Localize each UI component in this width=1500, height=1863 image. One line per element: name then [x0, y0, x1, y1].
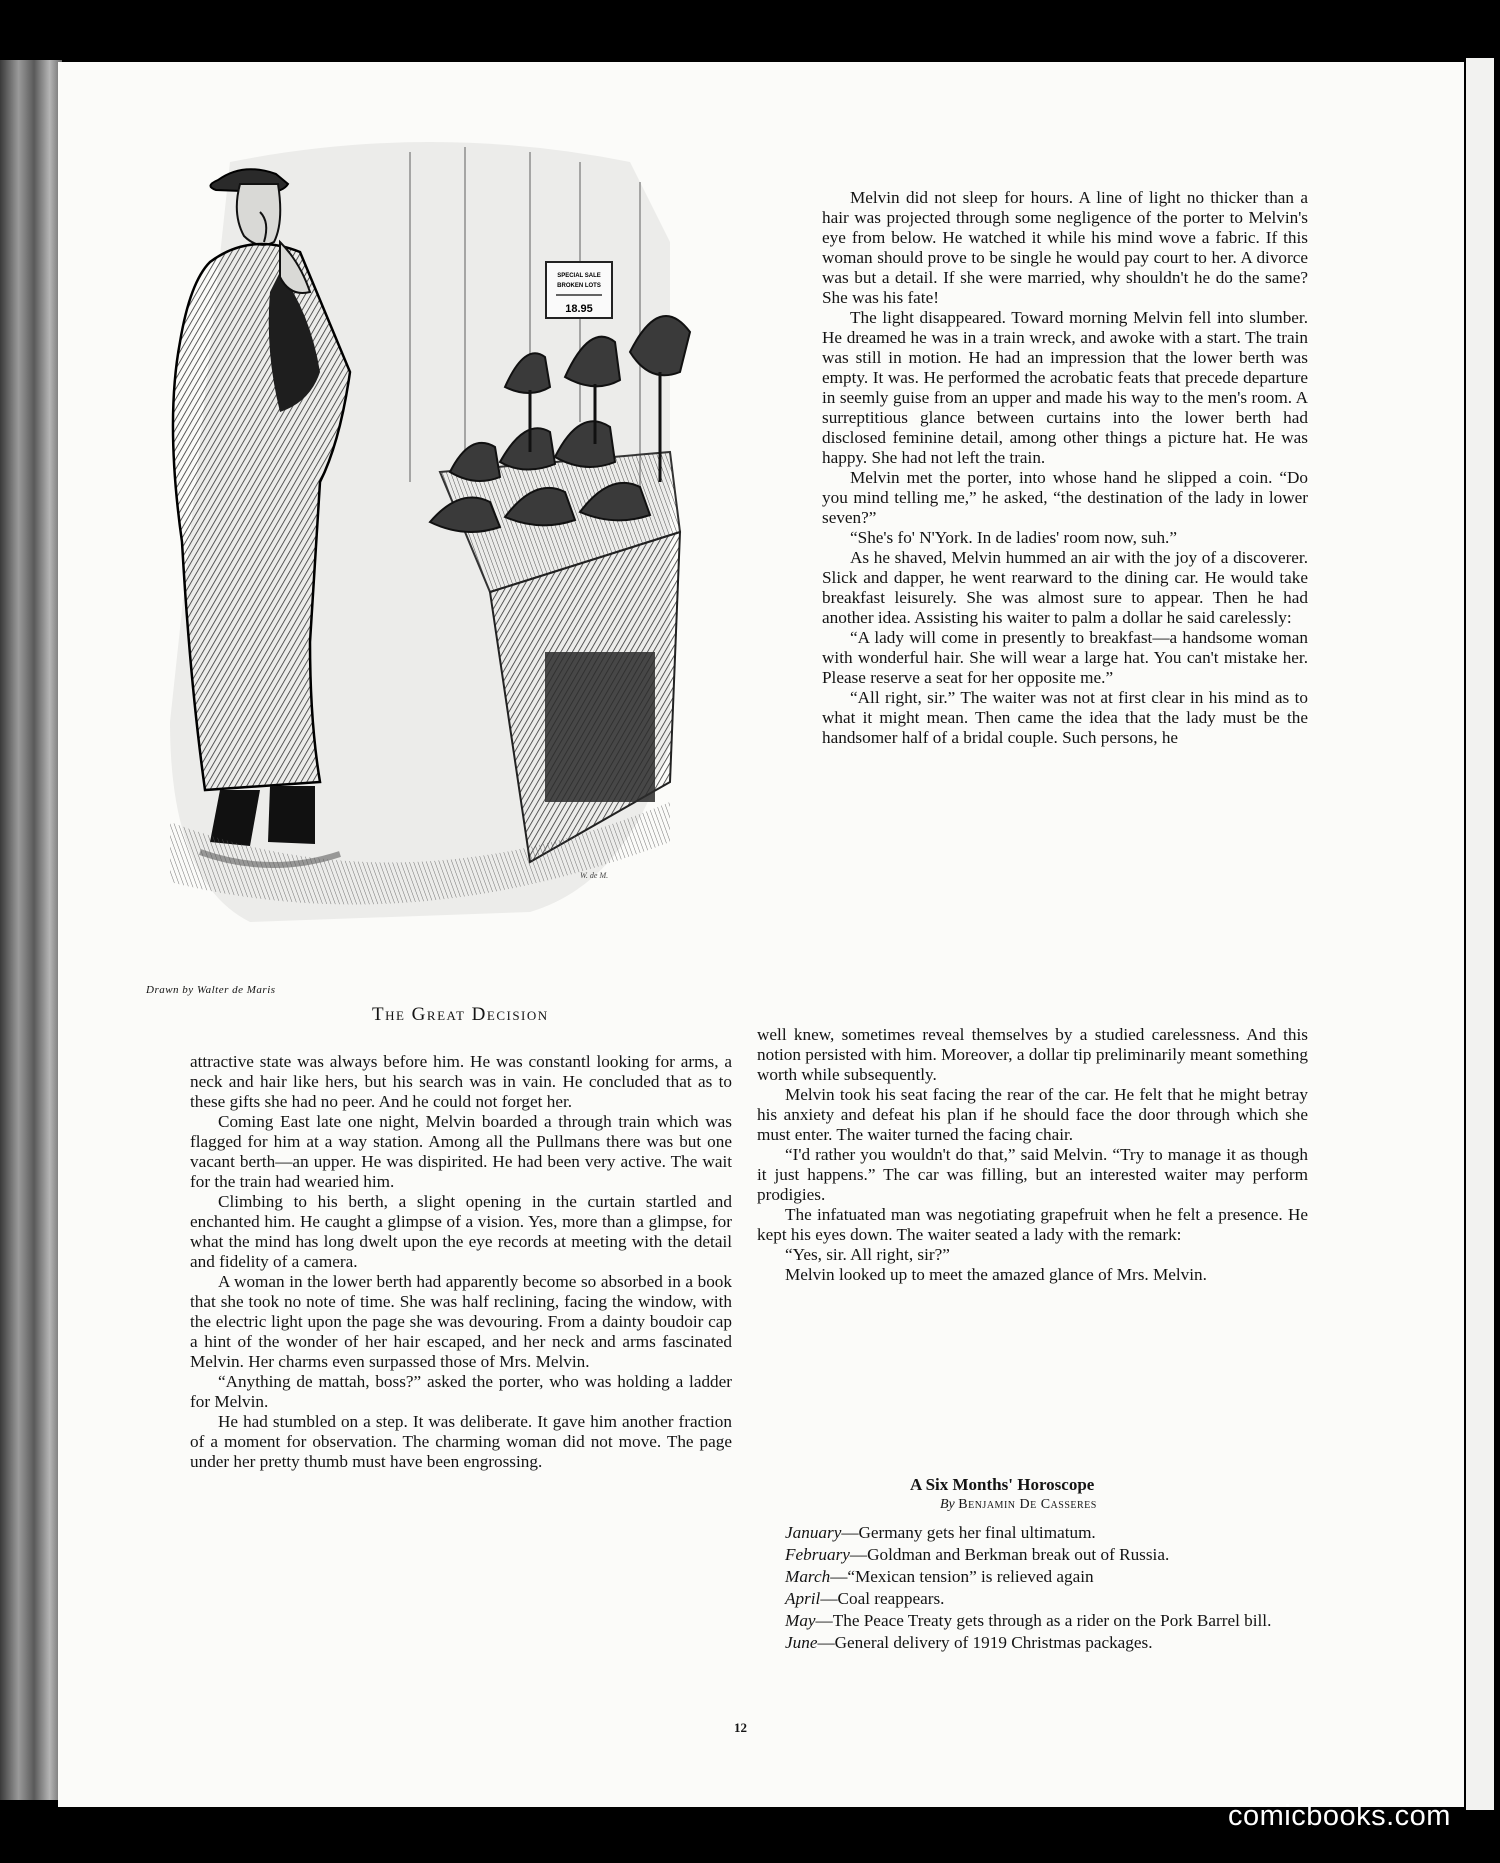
paragraph: He had stumbled on a step. It was deliberate. It gave him another fraction of a moment for observation. The charming woman did not move. The page under her pretty thumb must have been engrossing. — [190, 1412, 732, 1471]
paragraph: The infatuated man was negotiating grapefruit when he felt a presence. He kept his eyes down. The waiter seated a lady with the remark: — [757, 1205, 1308, 1244]
next-page-edge — [1466, 58, 1494, 1810]
horoscope-entry — [757, 1522, 1308, 1544]
page-number: 12 — [734, 1720, 747, 1735]
paragraph: attractive state was always before him. He was constantl looking for arms, a neck and hair like hers, but his search was in vain. He concluded that as to these gifts she had no peer. And he could not forget her. — [190, 1052, 732, 1111]
horoscope-text: —The Peace Treaty gets through as a rider on the Pork Barrel bill. — [815, 1611, 1272, 1630]
horoscope-entry — [757, 1588, 1308, 1610]
horoscope-entry — [757, 1632, 1308, 1654]
horoscope-text: —“Mexican tension” is relieved again — [830, 1567, 1094, 1586]
paragraph: Melvin met the porter, into whose hand he slipped a coin. “Do you mind telling me,” he asked, “the destination of the lady in lower seven?” — [822, 468, 1308, 527]
paragraph: Melvin looked up to meet the amazed glance of Mrs. Melvin. — [785, 1265, 1207, 1284]
paragraph: “Anything de mattah, boss?” asked the porter, who was holding a ladder for Melvin. — [190, 1372, 732, 1411]
horoscope-entry — [757, 1566, 1308, 1588]
watermark: comicbooks.com — [1228, 1800, 1451, 1832]
paragraph: Melvin did not sleep for hours. A line of light no thicker than a hair was projected through some negligence of the porter to Melvin's eye from below. He watched it while his mind wove a fabric. If this woman should prove to be single he would pay court to her. A divorce was but a detail. If she were married, why shouldn't he do the same? She was his fate! — [822, 188, 1308, 307]
horoscope-text: —Coal reappears. — [820, 1589, 945, 1608]
horoscope-title: A Six Months' Horoscope — [910, 1475, 1095, 1494]
horoscope-month: January — [785, 1523, 842, 1542]
horoscope-entry — [757, 1610, 1308, 1632]
paragraph: Melvin took his seat facing the rear of the car. He felt that he might betray his anxiety and defeat his plan if he should face the door through which she must enter. The waiter turned the facing chair. — [757, 1085, 1308, 1144]
paragraph: “All right, sir.” The waiter was not at first clear in his mind as to what it might mean. Then came the idea that the lady must be the handsomer half of a bridal couple. Such persons, he — [822, 688, 1308, 747]
horoscope-text: —General delivery of 1919 Christmas packages. — [817, 1633, 1153, 1652]
paragraph: As he shaved, Melvin hummed an air with the joy of a discoverer. Slick and dapper, he went rearward to the dining car. He would take breakfast leisurely. She was almost sure to appear. Then he had another idea. Assisting his waiter to palm a dollar he said carelessly: — [822, 548, 1308, 627]
right-column-bottom — [757, 1025, 1308, 1285]
svg-text:W. de M.: W. de M. — [580, 871, 609, 880]
horoscope-month: April — [785, 1589, 821, 1608]
paragraph: well knew, sometimes reveal themselves by a studied carelessness. And this notion persisted with him. Moreover, a dollar tip preliminarily meant something worth while subsequently. — [757, 1025, 1308, 1084]
book-binding — [0, 60, 62, 1800]
byline-by: By — [940, 1497, 955, 1512]
paragraph: “She's fo' N'York. In de ladies' room now, suh.” — [850, 528, 1177, 547]
byline-author: Benjamin De Casseres — [958, 1497, 1097, 1512]
horoscope-month: March — [785, 1567, 831, 1586]
horoscope-month: June — [785, 1633, 818, 1652]
right-column-top — [822, 188, 1308, 748]
paragraph: Coming East late one night, Melvin boarded a through train which was flagged for him at a way station. Among all the Pullmans there was but one vacant berth—an upper. He was dispirited. He had been very active. The wait for the train had wearied him. — [190, 1112, 732, 1191]
paragraph: “I'd rather you wouldn't do that,” said Melvin. “Try to manage it as though it just happens.” The car was filling, but an interested waiter may perform prodigies. — [757, 1145, 1308, 1204]
sign-line1: SPECIAL SALE — [557, 273, 601, 279]
illustration-drawing — [110, 122, 792, 960]
horoscope-text: —Goldman and Berkman break out of Russia. — [849, 1545, 1170, 1564]
paragraph: “A lady will come in presently to breakfast—a handsome woman with wonderful hair. She will wear a large hat. You can't mistake her. Please reserve a seat for her opposite me.” — [822, 628, 1308, 687]
illustration-credit: Drawn by Walter de Maris — [146, 984, 276, 996]
horoscope-text: —Germany gets her final ultimatum. — [841, 1523, 1096, 1542]
horoscope-list — [757, 1522, 1308, 1654]
horoscope-byline — [940, 1497, 1097, 1513]
paragraph: A woman in the lower berth had apparently become so absorbed in a book that she took no note of time. She was half reclining, facing the window, with the electric light upon the page she was devouring. From a dainty boudoir cap a hint of the wonder of her hair escaped, and her neck and arms fascinated Melvin. Her charms even surpassed those of Mrs. Melvin. — [190, 1272, 732, 1371]
paragraph: “Yes, sir. All right, sir?” — [785, 1245, 950, 1264]
illustration-great-decision — [110, 122, 792, 960]
sign-line2: BROKEN LOTS — [557, 283, 601, 289]
sign-price: 18.95 — [565, 303, 593, 315]
paragraph: The light disappeared. Toward morning Melvin fell into slumber. He dreamed he was in a train wreck, and awoke with a start. The train was still in motion. He had an impression that the lower berth was empty. It was. He performed the acrobatic feats that precede departure in seemly guise from an upper and made his way to the men's room. A surreptitious glance between curtains into the lower berth had disclosed feminine detail, among other things a picture hat. He was happy. She had not left the train. — [822, 308, 1308, 467]
left-column — [190, 1052, 732, 1472]
horoscope-month: February — [785, 1545, 850, 1564]
horoscope-month: May — [785, 1611, 816, 1630]
horoscope-entry — [757, 1544, 1308, 1566]
paragraph: Climbing to his berth, a slight opening in the curtain startled and enchanted him. He caught a glimpse of a vision. Yes, more than a glimpse, for what the mind has long dwelt upon the eye records at meeting with the detail and fidelity of a camera. — [190, 1192, 732, 1271]
illustration-title: The Great Decision — [372, 1004, 549, 1025]
